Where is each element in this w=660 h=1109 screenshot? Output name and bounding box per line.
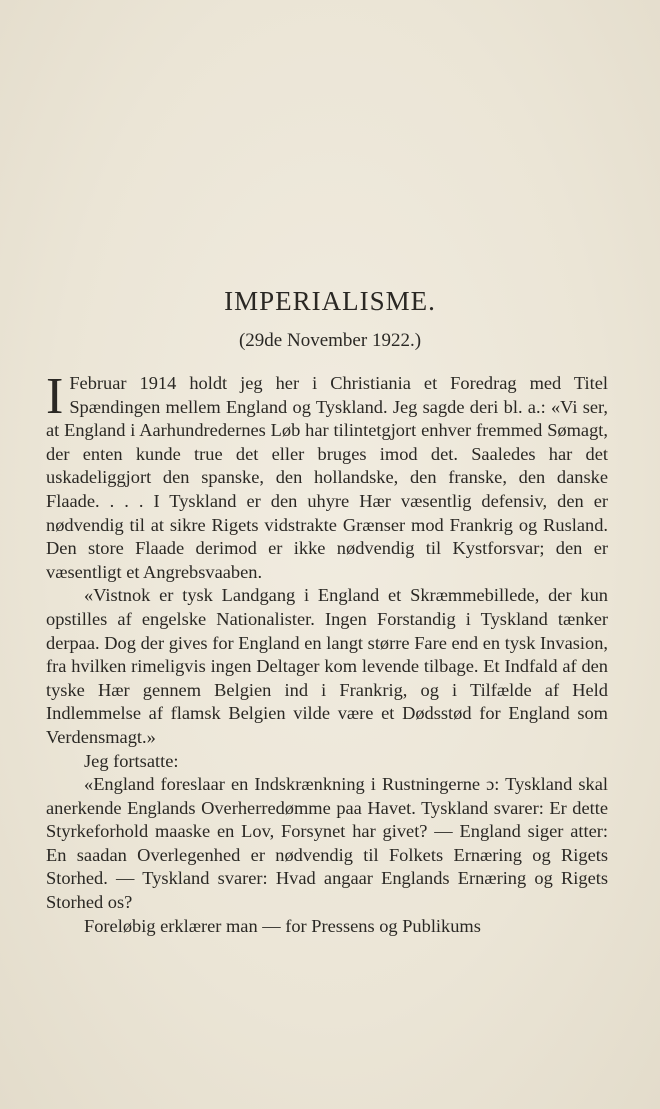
paragraph-2: «Vistnok er tysk Landgang i England et Skræmmebillede, der kun opstilles af engelske Nationalister. Ingen Forstandig i Tyskland tænker derpaa. Dog der gives for England en langt større Fare end en tysk Invasion, fra hvilken rimeligvis ingen Deltager kom levende tilbage. Et Indfald af den tyske Hær gennem Belgien ind i Frankrig, og i Tilfælde af Held Indlemmelse af flamsk Belgien vilde være et Dødsstød for England som Verdensmagt.» xyxy=(46,585,608,747)
paragraph-1 xyxy=(46,368,608,584)
chapter-date: (29de November 1922.) xyxy=(238,330,422,351)
paragraph-3: Jeg fortsatte: xyxy=(84,750,179,771)
drop-cap: I xyxy=(46,368,64,425)
paragraph-4: «England foreslaar en Indskrænkning i Rustningerne ɔ: Tyskland skal anerkende Englands Overherredømme paa Havet. Tyskland svarer: Er dette Styrkeforhold maaske en Lov, Forsynet har givet? — England siger atter: En saadan Overlegenhed er nødvendig til Folkets Ernæring og Rigets Storhed. — Tyskland svarer: Hvad angaar Englands Ernæring og Rigets Storhed os? xyxy=(46,774,608,913)
body-text xyxy=(46,368,608,938)
paragraph-5: Foreløbig erklærer man — for Pressens og Publikums xyxy=(84,915,481,936)
chapter-title: IMPERIALISME. xyxy=(224,286,436,316)
paragraph-1-text: Februar 1914 holdt jeg her i Christiania et Foredrag med Titel Spændingen mellem England og Tyskland. Jeg sagde deri bl. a.: «Vi ser, at England i Aarhundredernes Løb har tilintetgjort enhver fremmed Sømagt, der enten kunde true det eller bruges imod det. Saaledes har det uskadeliggjort den spanske, den hollandske, den franske, den danske Flaade. . . . I Tyskland er den uhyre Hær væsentlig defensiv, den er nødvendig til at sikre Rigets vidstrakte Grænser mod Frankrig og Rusland. Den store Flaade derimod er ikke nødvendig til Kystforsvar; den er væsentligt et Angrebsvaaben. xyxy=(46,373,608,582)
